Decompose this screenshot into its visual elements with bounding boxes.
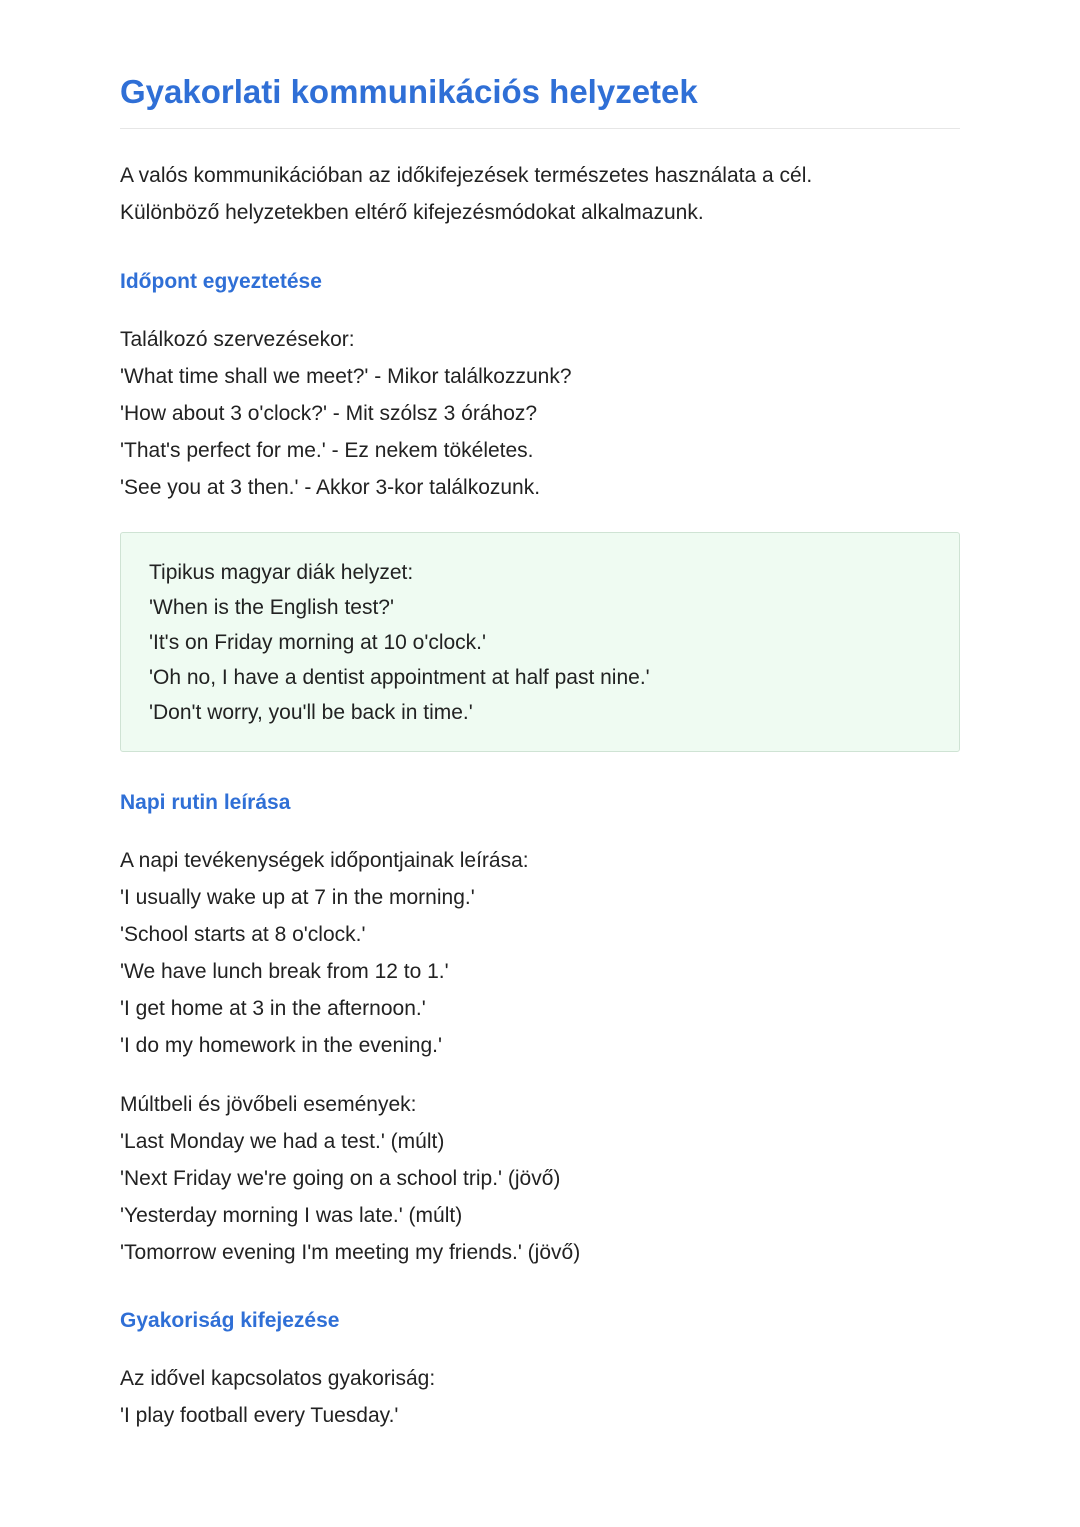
text-line: Találkozó szervezésekor: — [120, 328, 355, 351]
text-line: 'School starts at 8 o'clock.' — [120, 923, 366, 946]
text-line: 'Last Monday we had a test.' (múlt) — [120, 1130, 445, 1153]
intro-paragraph — [120, 157, 960, 231]
napi-rutin-paragraph — [120, 842, 960, 1064]
section-heading-gyakorisag: Gyakoriság kifejezése — [120, 1309, 340, 1332]
text-line: 'I usually wake up at 7 in the morning.' — [120, 886, 475, 909]
gyakorisag-paragraph — [120, 1360, 960, 1434]
text-line: 'How about 3 o'clock?' - Mit szólsz 3 órához? — [120, 402, 538, 425]
page-title: Gyakorlati kommunikációs helyzetek — [120, 73, 698, 110]
section-heading-idopont: Időpont egyeztetése — [120, 270, 322, 293]
text-line: 'We have lunch break from 12 to 1.' — [120, 960, 449, 983]
callout-line: 'Oh no, I have a dentist appointment at half past nine.' — [149, 666, 650, 689]
callout-line: 'It's on Friday morning at 10 o'clock.' — [149, 631, 487, 654]
text-line: A napi tevékenységek időpontjainak leírása: — [120, 849, 529, 872]
text-line: 'Next Friday we're going on a school trip.' (jövő) — [120, 1167, 561, 1190]
callout-line: 'Don't worry, you'll be back in time.' — [149, 701, 473, 724]
mult-jovo-paragraph — [120, 1086, 960, 1271]
text-line: Múltbeli és jövőbeli események: — [120, 1093, 417, 1116]
title-divider — [120, 128, 960, 129]
text-line: 'I play football every Tuesday.' — [120, 1404, 399, 1427]
text-line: 'What time shall we meet?' - Mikor találkozzunk? — [120, 365, 572, 388]
section-heading-napi-rutin: Napi rutin leírása — [120, 791, 291, 814]
text-line: Az idővel kapcsolatos gyakoriság: — [120, 1367, 436, 1390]
text-line: 'I get home at 3 in the afternoon.' — [120, 997, 426, 1020]
intro-line: Különböző helyzetekben eltérő kifejezésmódokat alkalmazunk. — [120, 201, 704, 224]
callout-line: Tipikus magyar diák helyzet: — [149, 561, 414, 584]
idopont-paragraph — [120, 321, 960, 506]
text-line: 'Yesterday morning I was late.' (múlt) — [120, 1204, 463, 1227]
example-callout-box — [120, 532, 960, 752]
text-line: 'That's perfect for me.' - Ez nekem tökéletes. — [120, 439, 534, 462]
intro-line: A valós kommunikációban az időkifejezések természetes használata a cél. — [120, 164, 813, 187]
callout-line: 'When is the English test?' — [149, 596, 394, 619]
text-line: 'See you at 3 then.' - Akkor 3-kor találkozunk. — [120, 476, 541, 499]
callout-paragraph — [149, 555, 949, 730]
text-line: 'Tomorrow evening I'm meeting my friends.' (jövő) — [120, 1241, 581, 1264]
text-line: 'I do my homework in the evening.' — [120, 1034, 443, 1057]
